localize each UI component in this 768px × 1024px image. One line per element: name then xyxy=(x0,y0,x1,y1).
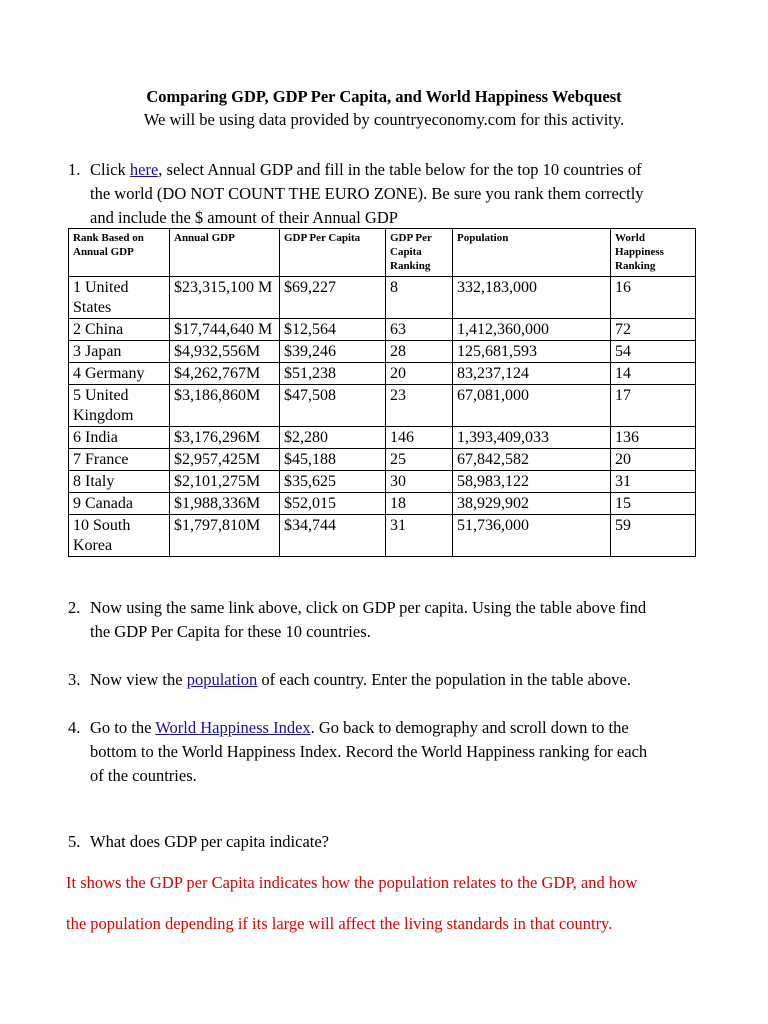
table-cell: 14 xyxy=(611,363,696,385)
table-row xyxy=(69,363,696,385)
table-cell: 23 xyxy=(386,385,453,427)
table-cell: $12,564 xyxy=(280,319,386,341)
table-cell: 1,412,360,000 xyxy=(453,319,611,341)
table-row xyxy=(69,471,696,493)
table-cell: $52,015 xyxy=(280,493,386,515)
table-cell: 9 Canada xyxy=(69,493,170,515)
table-row xyxy=(69,319,696,341)
question-3-text-post: of each country. Enter the population in the table above. xyxy=(257,670,631,689)
question-1-text-post: , select Annual GDP and fill in the table below for the top 10 countries of xyxy=(158,160,642,179)
table-cell: $2,101,275M xyxy=(170,471,280,493)
table-cell: 1,393,409,033 xyxy=(453,427,611,449)
table-cell: 10 South Korea xyxy=(69,515,170,557)
table-cell: $39,246 xyxy=(280,341,386,363)
table-cell: 28 xyxy=(386,341,453,363)
question-3-number: 3. xyxy=(68,670,81,689)
answer-line-2: the population depending if its large will affect the living standards in that country. xyxy=(66,914,613,933)
table-cell: 136 xyxy=(611,427,696,449)
table-cell: 332,183,000 xyxy=(453,277,611,319)
table-row xyxy=(69,427,696,449)
question-4-text-pre: Go to the xyxy=(90,718,156,737)
table-cell: 30 xyxy=(386,471,453,493)
table-cell: 31 xyxy=(611,471,696,493)
table-cell: 67,842,582 xyxy=(453,449,611,471)
table-cell: 58,983,122 xyxy=(453,471,611,493)
header-rank: Rank Based on Annual GDP xyxy=(69,229,170,277)
table-cell: $17,744,640 M xyxy=(170,319,280,341)
table-cell: $69,227 xyxy=(280,277,386,319)
table-cell: 16 xyxy=(611,277,696,319)
table-cell: 59 xyxy=(611,515,696,557)
population-link[interactable]: population xyxy=(186,670,258,689)
page-subtitle: We will be using data provided by countryeconomy.com for this activity. xyxy=(143,110,625,129)
table-row xyxy=(69,449,696,471)
table-row xyxy=(69,515,696,557)
question-5-text: What does GDP per capita indicate? xyxy=(90,832,330,851)
table-cell: 4 Germany xyxy=(69,363,170,385)
table-cell: 8 Italy xyxy=(69,471,170,493)
table-cell: $3,186,860M xyxy=(170,385,280,427)
table-cell: 2 China xyxy=(69,319,170,341)
question-1-line-2: the world (DO NOT COUNT THE EURO ZONE). Be sure you rank them correctly xyxy=(90,184,644,203)
question-1-line-3: and include the $ amount of their Annual GDP xyxy=(90,208,398,227)
table-cell: $4,262,767M xyxy=(170,363,280,385)
table-cell: 20 xyxy=(386,363,453,385)
question-4-line-2: bottom to the World Happiness Index. Record the World Happiness ranking for each xyxy=(90,742,648,761)
table-cell: 5 United Kingdom xyxy=(69,385,170,427)
table-cell: 15 xyxy=(611,493,696,515)
table-cell: 72 xyxy=(611,319,696,341)
answer-line-1: It shows the GDP per Capita indicates how the population relates to the GDP, and how xyxy=(66,873,638,892)
table-header-row xyxy=(69,229,696,277)
question-2-line-1: Now using the same link above, click on GDP per capita. Using the table above find xyxy=(90,598,647,617)
table-cell: $2,280 xyxy=(280,427,386,449)
question-1-number: 1. xyxy=(68,160,81,179)
table-cell: $3,176,296M xyxy=(170,427,280,449)
table-cell: $35,625 xyxy=(280,471,386,493)
table-cell: $1,797,810M xyxy=(170,515,280,557)
table-cell: $47,508 xyxy=(280,385,386,427)
table-cell: 63 xyxy=(386,319,453,341)
header-gdp-per-capita-ranking: GDP Per Capita Ranking xyxy=(386,229,453,277)
table-cell: 31 xyxy=(386,515,453,557)
here-link[interactable]: here xyxy=(129,160,159,179)
table-cell: $4,932,556M xyxy=(170,341,280,363)
header-population: Population xyxy=(453,229,611,277)
question-2-number: 2. xyxy=(68,598,81,617)
question-3-text-pre: Now view the xyxy=(90,670,187,689)
table-cell: 17 xyxy=(611,385,696,427)
table-cell: 51,736,000 xyxy=(453,515,611,557)
table-cell: $45,188 xyxy=(280,449,386,471)
table-cell: 18 xyxy=(386,493,453,515)
header-gdp-per-capita: GDP Per Capita xyxy=(280,229,386,277)
table-cell: $23,315,100 M xyxy=(170,277,280,319)
question-4-number: 4. xyxy=(68,718,81,737)
question-4-text-post: . Go back to demography and scroll down to the xyxy=(310,718,629,737)
question-2-line-2: the GDP Per Capita for these 10 countries. xyxy=(90,622,371,641)
table-row xyxy=(69,385,696,427)
table-cell: 3 Japan xyxy=(69,341,170,363)
table-cell: $1,988,336M xyxy=(170,493,280,515)
table-cell: 38,929,902 xyxy=(453,493,611,515)
table-cell: 8 xyxy=(386,277,453,319)
table-cell: 54 xyxy=(611,341,696,363)
table-cell: 125,681,593 xyxy=(453,341,611,363)
question-5-number: 5. xyxy=(68,832,81,851)
table-cell: $2,957,425M xyxy=(170,449,280,471)
table-cell: 20 xyxy=(611,449,696,471)
question-4-line-3: of the countries. xyxy=(90,766,197,785)
page-title: Comparing GDP, GDP Per Capita, and World Happiness Webquest xyxy=(146,87,622,106)
header-annual-gdp: Annual GDP xyxy=(170,229,280,277)
table-row xyxy=(69,341,696,363)
table-cell: $51,238 xyxy=(280,363,386,385)
table-cell: 25 xyxy=(386,449,453,471)
table-row xyxy=(69,493,696,515)
gdp-table xyxy=(68,228,696,557)
table-cell: 67,081,000 xyxy=(453,385,611,427)
table-cell: 146 xyxy=(386,427,453,449)
table-cell: $34,744 xyxy=(280,515,386,557)
table-cell: 1 United States xyxy=(69,277,170,319)
question-1-text-pre: Click xyxy=(90,160,130,179)
world-happiness-index-link[interactable]: World Happiness Index xyxy=(155,718,311,737)
table-cell: 83,237,124 xyxy=(453,363,611,385)
table-cell: 6 India xyxy=(69,427,170,449)
table-row xyxy=(69,277,696,319)
header-happiness-ranking: World Happiness Ranking xyxy=(611,229,696,277)
table-cell: 7 France xyxy=(69,449,170,471)
